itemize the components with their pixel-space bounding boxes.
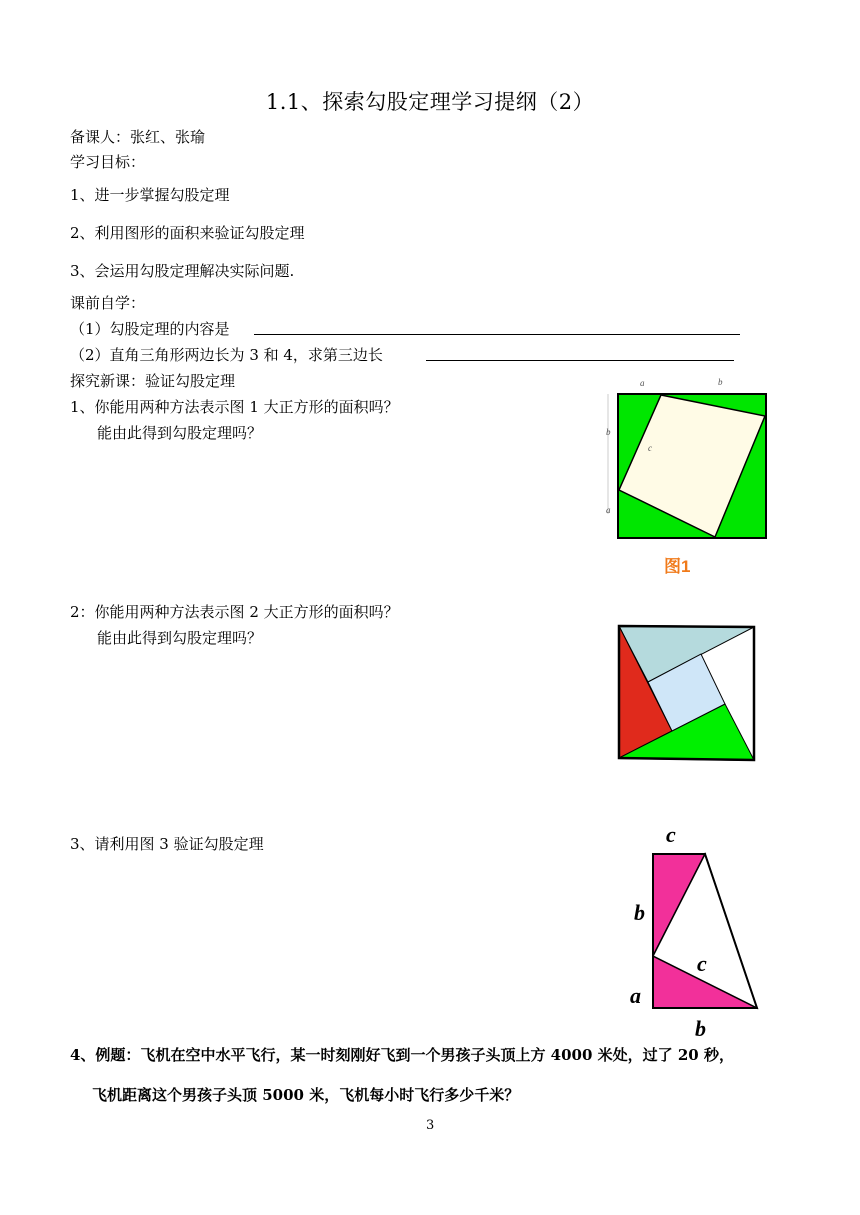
figure-3-label-c-top: c (666, 822, 676, 847)
figure-3-label-b-bottom: b (695, 1016, 706, 1041)
figure-1-caption: 图1 (664, 557, 691, 576)
figure-1-diagram (598, 374, 778, 546)
figure-1-label-side-b: b (606, 427, 611, 437)
explore-q1-line1: 1、你能用两种方法表示图 1 大正方形的面积吗？ (70, 398, 399, 416)
preview-heading: 课前自学： (70, 294, 146, 312)
objective-1: 1、进一步掌握勾股定理 (70, 186, 230, 204)
preview-q1: （1）勾股定理的内容是 (70, 320, 230, 338)
figure-1-label-b: b (718, 377, 723, 387)
explore-q2-line2: 能由此得到勾股定理吗？ (97, 629, 263, 647)
objective-3: 3、会运用勾股定理解决实际问题. (70, 262, 295, 280)
figure-3-label-c-mid: c (697, 951, 707, 976)
figure-3-label-b-left: b (634, 900, 645, 925)
figure-1-label-a: a (640, 378, 645, 388)
explore-q2-line1: 2：你能用两种方法表示图 2 大正方形的面积吗？ (70, 603, 399, 621)
page-number: 3 (426, 1118, 435, 1133)
preview-q1-blank[interactable] (254, 334, 740, 335)
figure-1-label-side-a: a (606, 505, 611, 515)
example-line-2: 飞机距离这个男孩子头顶 5000 米，飞机每小时飞行多少千米？ (92, 1086, 520, 1104)
explore-q1-line2: 能由此得到勾股定理吗？ (97, 424, 263, 442)
explore-heading: 探究新课：验证勾股定理 (70, 372, 236, 390)
preview-q2-blank[interactable] (426, 360, 734, 361)
figure-3-label-a: a (630, 983, 641, 1008)
preparer: 备课人：张红、张瑜 (70, 128, 206, 146)
page-title: 1.1、探索勾股定理学习提纲（2） (265, 90, 595, 114)
example-line-1: 4、例题：飞机在空中水平飞行，某一时刻刚好飞到一个男孩子头顶上方 4000 米处，过了 20 秒， (70, 1046, 734, 1064)
figure-1-label-c: c (648, 443, 652, 453)
preview-q2: （2）直角三角形两边长为 3 和 4，求第三边长 (70, 346, 383, 364)
explore-q3: 3、请利用图 3 验证勾股定理 (70, 835, 264, 853)
figure-2-diagram (612, 620, 758, 764)
objectives-heading: 学习目标： (70, 153, 146, 171)
figure-3-diagram (645, 848, 765, 1012)
objective-2: 2、利用图形的面积来验证勾股定理 (70, 224, 305, 242)
